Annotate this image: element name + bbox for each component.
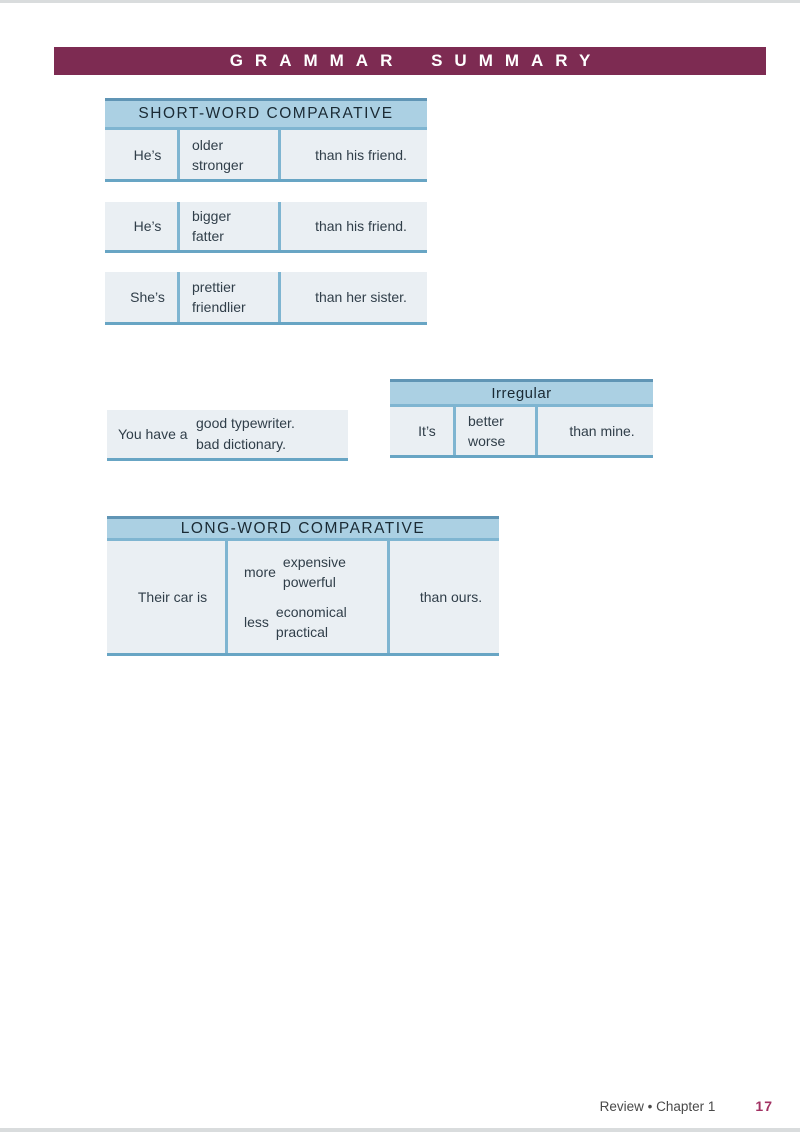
degree-label: more [244, 564, 276, 580]
complement-text: than ours. [419, 589, 483, 605]
adjectives-cell [177, 202, 278, 250]
adjective-text: older [192, 136, 224, 153]
degrees-cell [225, 541, 387, 653]
adjective-text: expensive [282, 554, 346, 570]
subject-text: He’s [133, 146, 162, 163]
subject-cell [105, 202, 177, 250]
subject-text: It’s [418, 423, 436, 439]
grammar-summary-banner [54, 47, 766, 75]
adjective-text: practical [275, 624, 329, 640]
adjective-text: stronger [192, 156, 244, 173]
degree-adjectives [283, 552, 346, 592]
degree-group-more [244, 552, 387, 592]
adjective-text: friendlier [192, 299, 246, 315]
table-row [105, 272, 427, 325]
adjective-text: economical [275, 604, 347, 620]
adjective-text: worse [468, 433, 506, 449]
subject-cell [390, 407, 453, 455]
long-word-table-title [107, 516, 499, 541]
table-row [105, 130, 427, 182]
subject-text: He’s [133, 218, 162, 234]
table-title-text: Irregular [491, 384, 552, 402]
table-row [105, 202, 427, 253]
adjectives-cell [453, 407, 535, 455]
banner-title: GRAMMAR SUMMARY [229, 51, 603, 70]
degree-adjectives [276, 602, 347, 642]
objects-cell [196, 413, 295, 455]
complement-cell [387, 541, 499, 653]
complement-text: than his friend. [315, 146, 407, 163]
scan-edge-bottom [0, 1128, 800, 1132]
page-number: 17 [755, 1098, 773, 1114]
complement-text: than her sister. [315, 289, 407, 305]
subject-cell [107, 541, 225, 653]
complement-cell [278, 202, 427, 250]
subject-cell [105, 130, 177, 179]
long-word-comparative-table [107, 516, 499, 656]
adjective-text: bigger [192, 208, 231, 224]
adjective-text: powerful [282, 574, 336, 590]
subject-text: You have a [118, 426, 188, 442]
complement-cell [535, 407, 653, 455]
adjectives-cell [177, 130, 278, 179]
complement-cell [278, 272, 427, 322]
complement-text: than mine. [569, 423, 635, 439]
adjective-text: better [468, 413, 504, 429]
page-footer [600, 1098, 773, 1114]
short-word-comparative-table [105, 98, 427, 325]
complement-text: than his friend. [315, 218, 407, 234]
table-row [107, 541, 499, 656]
short-word-table-title [105, 98, 427, 130]
complement-cell [278, 130, 427, 179]
adjective-text: fatter [192, 228, 224, 244]
irregular-table [390, 379, 653, 458]
object-text: bad dictionary. [196, 436, 287, 452]
subject-cell [105, 272, 177, 322]
subject-text: Their car is [137, 589, 208, 605]
table-title-text: LONG-WORD COMPARATIVE [180, 519, 426, 537]
subject-cell [107, 426, 196, 442]
have-example-block [107, 410, 348, 461]
footer-label: Review • Chapter 1 [599, 1099, 716, 1114]
table-title-text: SHORT-WORD COMPARATIVE [138, 105, 394, 122]
subject-text: She’s [130, 289, 165, 305]
degree-group-less [244, 602, 387, 642]
scan-edge-top [0, 0, 800, 3]
degree-label: less [244, 614, 269, 630]
table-row [390, 407, 653, 458]
object-text: good typewriter. [196, 415, 295, 431]
irregular-table-title [390, 379, 653, 407]
adjective-text: prettier [192, 279, 236, 295]
adjectives-cell [177, 272, 278, 322]
